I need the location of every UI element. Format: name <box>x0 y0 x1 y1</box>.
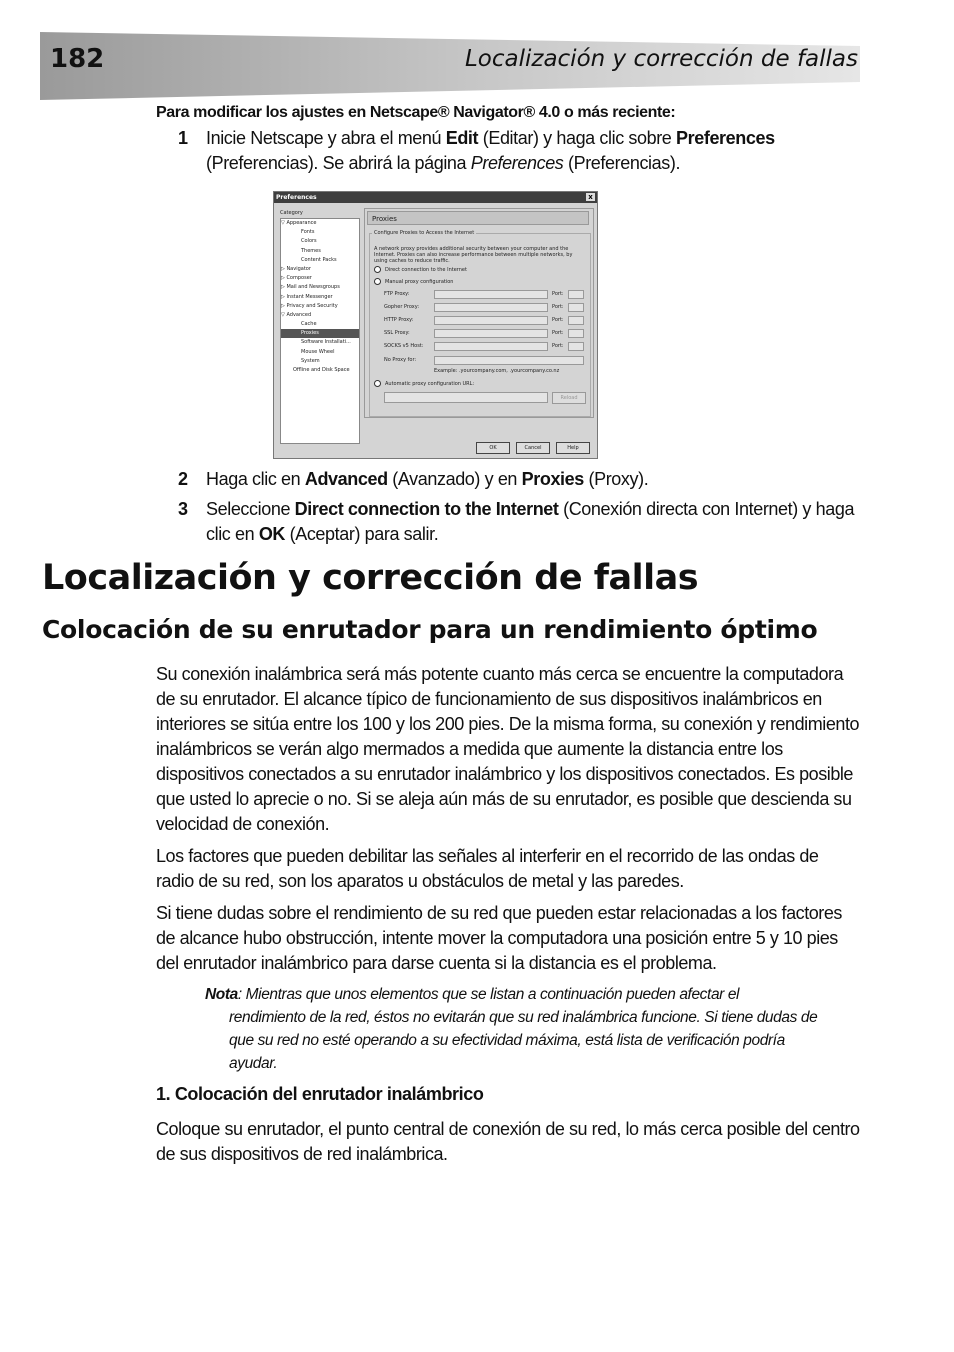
step-number: 3 <box>178 499 188 519</box>
proxy-row: HTTP Proxy: Port: <box>384 316 584 325</box>
tree-item: Fonts <box>301 229 315 236</box>
step-3 <box>178 497 858 547</box>
step-text: Seleccione Direct connection to the Internet (Conexión directa con Internet) y haga clic en OK (Aceptar) para salir. <box>206 499 855 544</box>
radio-auto: Automatic proxy configuration URL: <box>374 380 474 387</box>
paragraph: Su conexión inalámbrica será más potente cuanto más cerca se encuentre la computadora de su enrutador. El alcance típico de funcionamiento de sus dispositivos inalámbricos en interiores se sitúa entre los 100 y los 200 pies. De la misma forma, su conexión y rendimiento inalámbricos se verán algo mermados a medida que aumente la distancia entre los dispositivos conectados a su enrutador inalámbrico y los dispositivos conectados. Es posible que usted lo aprecie o no. Si se aleja aún más de su enrutador, es posible que descienda su velocidad de conexión. <box>156 664 860 834</box>
panel-title: Proxies <box>367 211 589 225</box>
proxy-row: Gopher Proxy: Port: <box>384 303 584 312</box>
radio-icon <box>374 266 381 273</box>
radio-icon <box>374 380 381 387</box>
tree-item: Colors <box>301 238 317 245</box>
note <box>205 983 835 1075</box>
step-number: 2 <box>178 469 188 489</box>
step-number: 1 <box>178 128 188 148</box>
tree-item: ▽ Appearance <box>281 220 317 226</box>
note-label: Nota <box>205 986 238 1003</box>
tree-item: Mouse Wheel <box>301 348 335 355</box>
ok-button: OK <box>476 442 510 454</box>
tree-item: ▷ Privacy and Security <box>281 302 338 309</box>
auto-url-field <box>384 392 548 403</box>
proxy-row: SSL Proxy: Port: <box>384 329 584 338</box>
step-2 <box>178 467 858 492</box>
cancel-button: Cancel <box>516 442 550 454</box>
tree-item: ▽ Advanced <box>281 311 312 318</box>
category-tree <box>280 218 360 444</box>
proxy-example: Example: .yourcompany.com, .yourcompany.co.nz <box>434 368 560 374</box>
step-1 <box>178 126 858 176</box>
proxy-description: A network proxy provides additional security between your computer and the Internet. Proxies can also increase performance between multiple networks, by using caches to reduce traffic. <box>374 246 573 264</box>
preferences-dialog-screenshot <box>273 191 598 459</box>
close-icon: x <box>586 193 595 201</box>
tree-item: Software Installati... <box>301 339 351 346</box>
tree-item: ▷ Navigator <box>281 265 311 272</box>
group-title: Configure Proxies to Access the Internet <box>374 230 475 236</box>
proxies-panel <box>364 208 594 418</box>
reload-button: Reload <box>552 392 586 404</box>
running-title: Localización y corrección de fallas <box>464 46 858 72</box>
category-label: Category <box>280 210 303 216</box>
intro-instruction: Para modificar los ajustes en Netscape® Navigator® 4.0 o más reciente: <box>156 104 676 121</box>
tree-item: System <box>301 357 320 364</box>
radio-manual: Manual proxy configuration <box>374 278 453 285</box>
tree-item: ▷ Composer <box>281 275 312 282</box>
proxy-row: SOCKS v5 Host: Port: <box>384 342 584 351</box>
dialog-title-bar <box>274 192 597 203</box>
paragraph: Coloque su enrutador, el punto central de conexión de su red, lo más cerca posible del centro de sus dispositivos de red inalámbrica. <box>156 1119 860 1164</box>
section-heading: Localización y corrección de fallas <box>42 558 699 598</box>
subsection-heading: Colocación de su enrutador para un rendimiento óptimo <box>42 615 818 644</box>
paragraph: Los factores que pueden debilitar las señales al interferir en el recorrido de las ondas de radio de su red, son los aparatos u obstáculos de metal y las paredes. <box>156 846 819 891</box>
tree-item: Offline and Disk Space <box>293 367 350 373</box>
tree-item: ▷ Mail and Newsgroups <box>281 284 340 291</box>
proxy-group <box>369 230 591 417</box>
tree-item: Content Packs <box>301 256 337 263</box>
page-number: 182 <box>50 44 105 74</box>
paragraph: Si tiene dudas sobre el rendimiento de su red que pueden estar relacionadas a los factores de alcance hubo obstrucción, intente mover la computadora una posición entre 5 y 10 pies del enrutador inalámbrico para darse cuenta si la distancia es el problema. <box>156 903 842 973</box>
proxy-row: FTP Proxy: Port: <box>384 290 584 299</box>
numbered-subheading: 1. Colocación del enrutador inalámbrico <box>156 1084 484 1104</box>
radio-icon <box>374 278 381 285</box>
dialog-title: Preferences <box>276 194 317 201</box>
tree-item-selected: Proxies <box>281 329 359 338</box>
step-text: Haga clic en Advanced (Avanzado) y en Proxies (Proxy). <box>206 469 649 489</box>
step-text: Inicie Netscape y abra el menú Edit (Editar) y haga clic sobre Preferences (Preferencias). Se abrirá la página Preferences (Preferencias). <box>206 128 775 173</box>
tree-item: ▷ Instant Messenger <box>281 293 333 300</box>
radio-direct: Direct connection to the Internet <box>374 266 467 273</box>
help-button: Help <box>556 442 590 454</box>
tree-item: Themes <box>301 247 321 254</box>
note-text-continued: rendimiento de la red, éstos no evitarán que su red inalámbrica funcione. Si tiene dudas de que su red no esté operando a su efectividad máxima, está lista de verificación podría ayudar. <box>229 1009 818 1072</box>
note-text: : Mientras que unos elementos que se listan a continuación pueden afectar el <box>237 986 740 1003</box>
tree-item: Cache <box>301 321 317 328</box>
no-proxy-row: No Proxy for: <box>384 356 584 365</box>
